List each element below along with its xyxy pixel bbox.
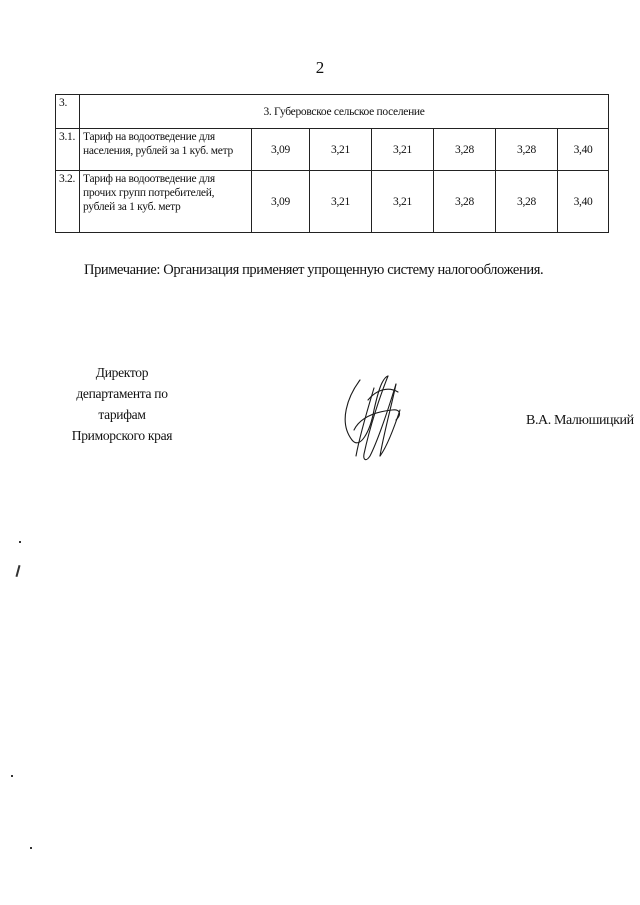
scan-speck	[30, 847, 32, 849]
signatory-title-line: Приморского края	[71, 428, 173, 443]
scan-speck	[19, 541, 21, 543]
section-title: 3. Губеровское сельское поселение	[80, 95, 609, 129]
tariff-value: 3,21	[372, 129, 434, 171]
tariff-value: 3,28	[496, 129, 558, 171]
tariff-value: 3,21	[372, 171, 434, 233]
signatory-title	[52, 362, 192, 446]
note: Примечание: Организация применяет упрощенную систему налогообложения.	[84, 262, 544, 278]
tariff-value: 3,40	[558, 129, 609, 171]
page-number: 2	[315, 58, 325, 77]
row-label: Тариф на водоотведение для населения, рублей за 1 куб. метр	[80, 129, 252, 171]
row-number: 3.1.	[56, 129, 80, 171]
tariff-table	[55, 94, 609, 233]
row-label: Тариф на водоотведение для прочих групп потребителей, рублей за 1 куб. метр	[80, 171, 252, 233]
signatory-name: В.А. Малюшицкий	[526, 413, 634, 428]
table-row	[56, 171, 609, 233]
tariff-value: 3,28	[434, 171, 496, 233]
handwritten-signature	[330, 370, 410, 466]
row-number: 3.2.	[56, 171, 80, 233]
scan-speck	[15, 565, 20, 577]
table-row	[56, 129, 609, 171]
scan-speck	[11, 775, 13, 777]
tariff-value: 3,21	[310, 129, 372, 171]
tariff-value: 3,28	[496, 171, 558, 233]
tariff-value: 3,21	[310, 171, 372, 233]
signatory-title-line: Директор	[95, 365, 149, 380]
signatory-title-line: департамента по тарифам	[76, 386, 168, 422]
tariff-value: 3,09	[252, 129, 310, 171]
section-row	[56, 95, 609, 129]
tariff-value: 3,09	[252, 171, 310, 233]
section-number: 3.	[56, 95, 80, 129]
tariff-value: 3,40	[558, 171, 609, 233]
tariff-value: 3,28	[434, 129, 496, 171]
